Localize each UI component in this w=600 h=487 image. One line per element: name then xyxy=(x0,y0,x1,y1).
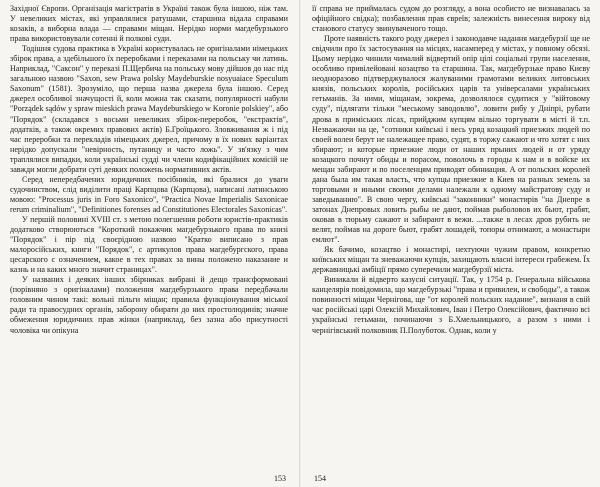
paragraph: Тодішня судова практика в Україні користувалась не оригіналами німецьких збірок права, а здебільшого їх переробками і переказами на польську чи латинь. Наприклад, "Саксон" у переказі П.Щербича на польську мову дійшов до нас під загальною назвою "Saxon, sew Prawa polsky Maydeburskie nosyuaiace Speculum Saxonum" (1581). Зрозуміло, що перша назва джерела була іншою. Серед джерел особливої значущості й, коли можна так сказати, популярності набули "Porządek sądów y spraw mieskich prawa Maydeburskiego w Koronie polskiey", або "Порядок" (складався з восьми невеликих збірок-переробок, "екстрактів", додатків, а також окремих правових актів) Б.Гроїцького. Зловживання ж і під час переробки та перекладів німецьких джерел, причому в їх нових варіантах нерідко допускали "невірность, путаницу и часто ложь". У зв'язку з чим траплялися випадки, коли українські судді чи члени кодифікаційних комісій не завжди могли добрати суті деяких положень нормативних актів. xyxy=(10,44,288,174)
paragraph: У першій половині XVIII ст. з метою полегшення роботи юристів-практиків додатково створюються "Короткий покажчик магдебурзького права по книзі "Порядок" і пір під своєрідною назвою "Кратко виписано з прав малоросійських, книги "Порядок", с артикулов права магдебургского, права цесарского с означением, какое в тех правах за вины положено наказание и казнь и на каких много значит страницах". xyxy=(10,214,288,275)
paragraph: її справа не приймалась судом до розгляду, а вона особисто не визнавалась за офіційного свідка); позбавлення прав євреїв; залежність винесення вироку від станового статусу звинуваченого тощо. xyxy=(312,4,590,34)
right-page xyxy=(300,0,600,487)
paragraph: У названих і деяких інших збірниках вибрані й дещо трансформовані (порівняно з оригіналами) положення магдебурзького права передбачали головним чином такі: вольні пільги міщан; правила функціонування міської ради та правосудних органів, заборону обирати до них простолюдинів; значне обмеження юридичних прав жінки (наприклад, без зазна або присутності чоловіка чи опікуна xyxy=(10,275,288,335)
paragraph: Серед непередбачених юридичних посібників, які бралися до уваги судочинством, слід виділити праці Карпцова (Карпцова), написані латинською мовою: "Processus juris in Foro Saxonico", "Practica Novae Imperialis Saxonicae rerum criminalium", "Definitiones forenses ad Constitutiones Electorales Saxonicas". xyxy=(10,174,288,214)
paragraph: Проте наявність такого роду джерел і законодавче надання магдебурзії ще не свідчили про їх застосування на місцях, насамперед у містах, у повному обсязі. Цьому нерідко чинили чималий відвертий опір цілі соціальні групи населення, особливо привілейовані козацтво та старшина. Так, магдебурзьке право Києву неодноразово підтверджувалося жалуваними грамотами великих литовських князів, польських королів, російських царів та універсалами українських гетьманів. За ними, міщанам, зокрема, дозволялося судитися у "війтовому суду", підлягати тільки "меському заводовлю", ловити рибу у Дніпрі, рубати дрова в приміських лісах, прийджим купцям вільно торгувати в місті й т.п. Незважаючи на це, "сотники київські і весь уряд козацкий приезжих людей по своей волеи берут не належащее право, судят, в торжу сажают и что хотят с них збирают; и которые приезжие люди от наших прыних людей и от уряду козацкого почнут обиды и порасом, поволочь в городы к нам и в войске их мещан забирают и по поселенцям приводят обиниация. А от польских королей дана была им такая власть, что купцы приезжие в Киев на разных земель за торговыми и иными своими делами належали к одному майстратову суду и заведыванию". В свою чергу, київські "законники" монастирів "на Днепре в затонах Днепровых ловить рыбы не дают, поймав рыболовов их бьют, грабят, оковав в тюрьму сажают и забирают в вежи. ...также в лесах дров рубить не велят, поймав на дороге бьют, грабят лошадей, топоры отнимают, а монастыри емлют". xyxy=(312,34,590,245)
left-page-text xyxy=(10,4,288,336)
paragraph: Як бачимо, козацтво і монастирі, нехтуючи чужим правом, конкретно київських міщан та зневажаючи купців, захищають власні інтереси грабежем. Їх державницькі амбіції прямо суперечили магдебурзії міста. xyxy=(312,245,590,275)
right-page-text xyxy=(312,4,590,336)
paragraph: Виникали й відверто казусні ситуації. Так, у 1754 р. Генеральна військова канцелярія повідомила, що магдебурзькі "права и привилеи, и свободы", а також повинності міщан Чернігова, ще "от королей польских надание", визнаня в свій час російські царі Олексій Михайлович, Іван і Петро Олексійович, фактично всі українські гетьмани, починаючи з Б.Хмельницького, а разом з ними і чернігівський полковник П.Полуботок. Однак, коли у xyxy=(312,275,590,335)
paragraph: Західної Європи. Організація магістратів в Україні також була іншою, ніж там. У невеликих містах, які управлялися ратушами, старшина відала справами козаків, а виборна влада — справами міщан. Нерідко норми магдебурзького права використовували сотенні й полкові суди. xyxy=(10,4,288,44)
page-number: 154 xyxy=(314,474,326,483)
page-number: 153 xyxy=(274,474,286,483)
